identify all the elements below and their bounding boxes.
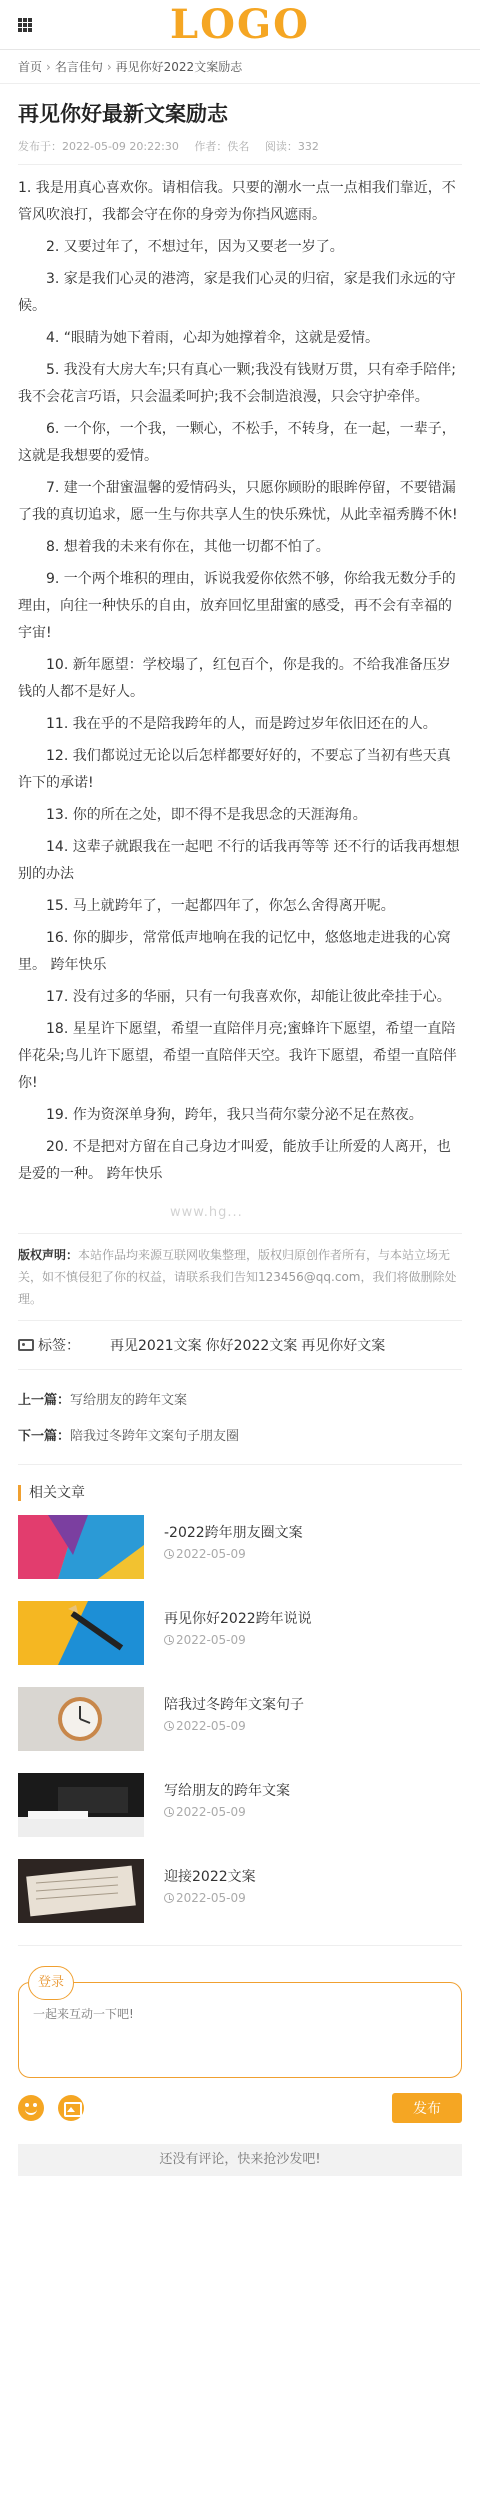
view-count: 阅读：332 <box>264 140 319 153</box>
clock-icon <box>164 1635 174 1645</box>
related-item[interactable] <box>18 1859 462 1923</box>
article-title: 再见你好最新文案励志 <box>18 102 228 126</box>
related-date: 2022-05-09 <box>176 1547 246 1561</box>
related-item[interactable] <box>18 1601 462 1665</box>
prev-article <box>18 1390 462 1412</box>
content-paragraph: 12. 我们都说过无论以后怎样都要好好的，不要忘了当初有些天真许下的承诺! <box>18 748 451 791</box>
related-date: 2022-05-09 <box>176 1719 246 1733</box>
breadcrumb <box>0 50 480 84</box>
prev-article-link[interactable]: 写给朋友的跨年文案 <box>70 1393 188 1408</box>
tag-link[interactable]: 再见2021文案 <box>110 1338 202 1354</box>
comment-input[interactable]: 一起来互动一下吧! <box>18 1982 462 2078</box>
breadcrumb-home[interactable]: 首页 <box>18 60 43 74</box>
next-article <box>18 1426 462 1448</box>
clock-icon <box>164 1893 174 1903</box>
content-paragraph: 9. 一个两个堆积的理由，诉说我爱你依然不够，你给我无数分手的理由，向往一种快乐的自由，放弃回忆里甜蜜的感受，再不会有幸福的宇宙! <box>18 571 456 641</box>
emoji-icon[interactable] <box>18 2095 44 2121</box>
clock-icon <box>164 1721 174 1731</box>
tag-label: 标签： <box>38 1338 80 1354</box>
content-paragraph: 10. 新年愿望：学校塌了，红包百个，你是我的。不给我准备压岁钱的人都不是好人。 <box>18 657 451 700</box>
thumbnail-image[interactable] <box>18 1687 144 1751</box>
copyright-label: 版权声明： <box>18 1248 79 1262</box>
clock-icon <box>164 1807 174 1817</box>
related-date: 2022-05-09 <box>176 1891 246 1905</box>
related-heading: 相关文章 <box>18 1485 462 1501</box>
content-paragraph: 16. 你的脚步，常常低声地响在我的记忆中，悠悠地走进我的心窝里。 跨年快乐 <box>18 930 451 973</box>
publish-button[interactable]: 发布 <box>392 2093 462 2123</box>
watermark: www.hg... <box>170 1205 243 1220</box>
content-paragraph: 20. 不是把对方留在自己身边才叫爱，能放手让所爱的人离开，也是爱的一种。 跨年快乐 <box>18 1139 451 1182</box>
thumbnail-image[interactable] <box>18 1601 144 1665</box>
content-paragraph: 2. 又要过年了，不想过年，因为又要老一岁了。 <box>46 239 344 255</box>
related-item[interactable] <box>18 1773 462 1837</box>
tag-icon <box>18 1339 34 1351</box>
article <box>0 100 480 1188</box>
login-button[interactable]: 登录 <box>28 1966 74 2000</box>
page-header <box>0 0 480 50</box>
related-item[interactable] <box>18 1515 462 1579</box>
related-title[interactable]: 陪我过冬跨年文案句子 <box>164 1697 304 1713</box>
divider <box>18 1233 462 1234</box>
related-item[interactable] <box>18 1687 462 1751</box>
next-article-link[interactable]: 陪我过冬跨年文案句子朋友圈 <box>70 1429 240 1444</box>
image-icon[interactable] <box>58 2095 84 2121</box>
clock-icon <box>164 1549 174 1559</box>
site-logo[interactable]: LOGO <box>170 1 310 48</box>
content-paragraph: 17. 没有过多的华丽，只有一句我喜欢你，却能让彼此牵挂于心。 <box>46 989 451 1005</box>
content-paragraph: 19. 作为资深单身狗，跨年，我只当荷尔蒙分泌不足在熬夜。 <box>46 1107 423 1123</box>
article-meta <box>18 138 462 165</box>
content-paragraph: 8. 想着我的未来有你在，其他一切都不怕了。 <box>46 539 330 555</box>
breadcrumb-current: 再见你好2022文案励志 <box>115 60 243 74</box>
thumbnail-image[interactable] <box>18 1773 144 1837</box>
next-label: 下一篇： <box>18 1429 71 1444</box>
content-paragraph: 18. 星星许下愿望，希望一直陪伴月亮;蜜蜂许下愿望，希望一直陪伴花朵;鸟儿许下愿望，希望一直陪伴天空。我许下愿望，希望一直陪伴你! <box>18 1021 457 1091</box>
article-author: 作者：佚名 <box>194 140 250 153</box>
related-title[interactable]: 迎接2022文案 <box>164 1869 256 1885</box>
related-title[interactable]: 写给朋友的跨年文案 <box>164 1783 290 1799</box>
content-paragraph: 7. 建一个甜蜜温馨的爱情码头，只愿你顾盼的眼眸停留，不要错漏了我的真切追求，愿一生与你共享人生的快乐殊忧，从此幸福秀腾不休! <box>18 480 458 523</box>
content-paragraph: 14. 这辈子就跟我在一起吧 不行的话我再等等 还不行的话我再想想别的办法 <box>18 839 460 882</box>
content-paragraph: 15. 马上就跨年了，一起都四年了，你怎么舍得离开呢。 <box>46 898 395 914</box>
divider <box>18 1945 462 1946</box>
tag-link[interactable]: 你好2022文案 <box>205 1338 298 1354</box>
content-paragraph: 3. 家是我们心灵的港湾，家是我们心灵的归宿，家是我们永远的守候。 <box>18 271 456 314</box>
comment-area <box>18 1966 462 2124</box>
publish-date: 发布于：2022-05-09 20:22:30 <box>18 140 179 153</box>
prev-next-nav <box>18 1370 462 1465</box>
content-paragraph: 5. 我没有大房大车;只有真心一颗;我没有钱财万贯，只有牵手陪伴;我不会花言巧语，只会温柔呵护;我不会制造浪漫，只会守护牵伴。 <box>18 362 456 405</box>
prev-label: 上一篇： <box>18 1393 71 1408</box>
copyright-notice <box>18 1244 462 1321</box>
content-paragraph: 13. 你的所在之处，即不得不是我思念的天涯海角。 <box>46 807 367 823</box>
content-paragraph: 1. 我是用真心喜欢你。请相信我。只要的潮水一点一点相我们靠近，不管风吹浪打，我都会守在你的身旁为你挡风遮雨。 <box>18 180 456 223</box>
tag-link[interactable]: 再见你好文案 <box>301 1338 386 1354</box>
article-content <box>18 175 462 1188</box>
related-title[interactable]: 再见你好2022跨年说说 <box>164 1611 312 1627</box>
breadcrumb-separator: › <box>106 60 112 74</box>
copyright-text: 本站作品均来源互联网收集整理，版权归原创作者所有，与本站立场无关，如不慎侵犯了你的权益，请联系我们告知123456@qq.com，我们将做删除处理。 <box>18 1248 457 1306</box>
thumbnail-image[interactable] <box>18 1859 144 1923</box>
breadcrumb-category[interactable]: 名言佳句 <box>54 60 103 74</box>
empty-comments-notice: 还没有评论，快来抢沙发吧! <box>18 2144 462 2176</box>
related-list <box>18 1515 462 1923</box>
tag-bar <box>18 1321 462 1370</box>
related-date: 2022-05-09 <box>176 1805 246 1819</box>
content-paragraph: 11. 我在乎的不是陪我跨年的人，而是跨过岁年依旧还在的人。 <box>46 716 437 732</box>
related-title[interactable]: -2022跨年朋友圈文案 <box>164 1525 303 1541</box>
content-paragraph: 6. 一个你，一个我，一颗心，不松手，不转身，在一起，一辈子，这就是我想要的爱情。 <box>18 421 456 464</box>
thumbnail-image[interactable] <box>18 1515 144 1579</box>
content-paragraph: 4. “眼睛为她下着雨，心却为她撑着伞，这就是爱情。 <box>46 330 380 346</box>
breadcrumb-separator: › <box>46 60 51 74</box>
comment-toolbar <box>18 2092 462 2124</box>
related-date: 2022-05-09 <box>176 1633 246 1647</box>
